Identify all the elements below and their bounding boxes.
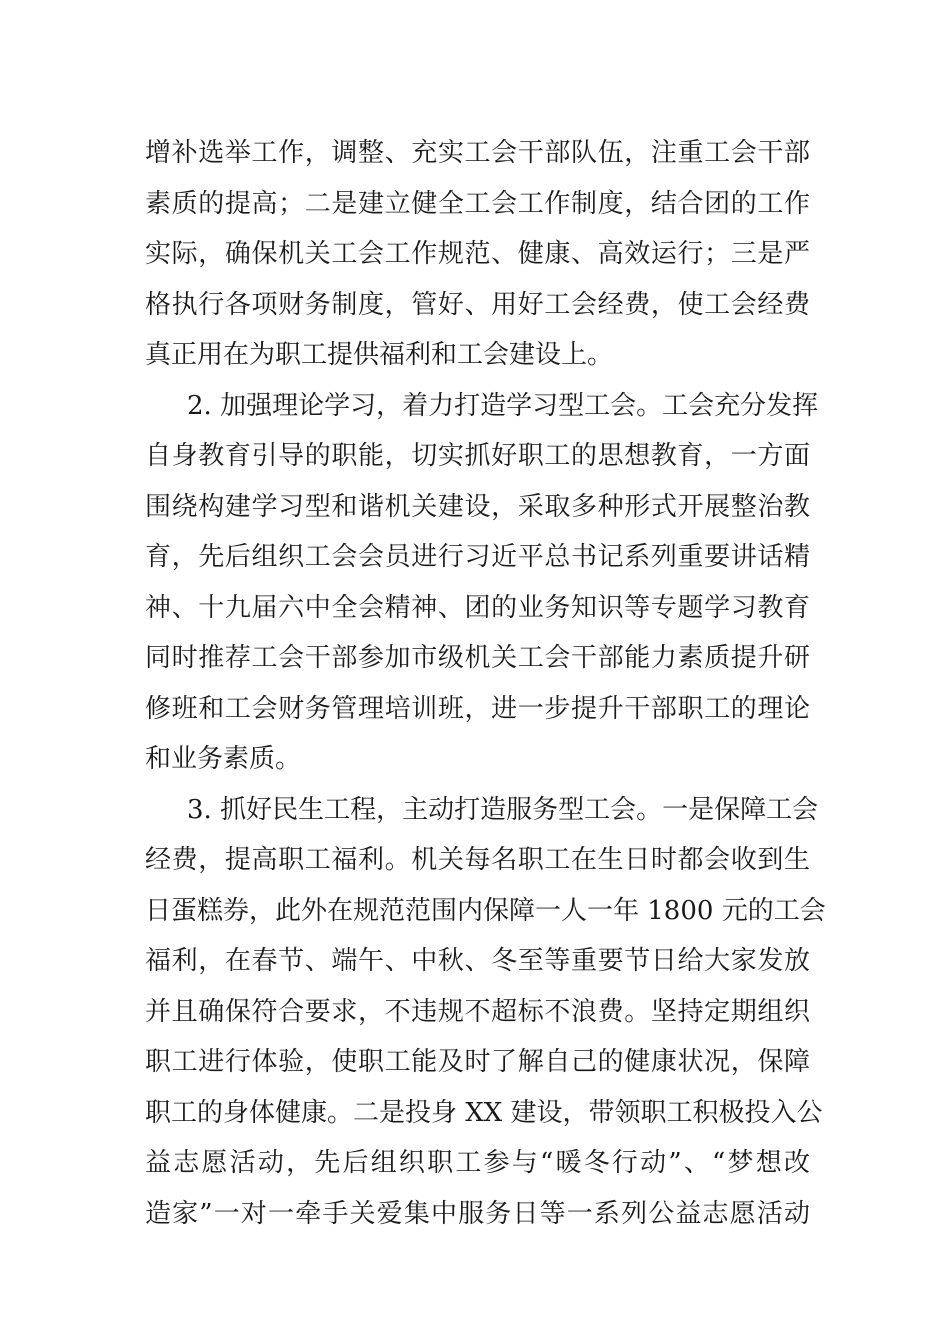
text-line: 格执行各项财务制度，管好、用好工会经费，使工会经费 — [145, 289, 810, 320]
text-line: 职工的身体健康。二是投身 XX 建设，带领职工积极投入公 — [145, 1097, 823, 1128]
text-line: 经费，提高职工福利。机关每名职工在生日时都会收到生 — [145, 845, 810, 875]
text-line: 自身教育引导的职能，切实抓好职工的思想教育，一方面 — [145, 441, 810, 471]
text-line: 并且确保符合要求，不违规不超标不浪费。坚持定期组织 — [145, 996, 810, 1027]
text-line: 围绕构建学习型和谐机关建设，采取多种形式开展整治教 — [145, 491, 810, 522]
text-line: 真正用在为职工提供福利和工会建设上。 — [145, 340, 614, 370]
text-line: 增补选举工作，调整、充实工会干部队伍，注重工会干部 — [145, 138, 810, 168]
section-heading-line: 2. 加强理论学习，着力打造学习型工会。工会充分发挥 — [187, 390, 819, 421]
text-line: 福利，在春节、端午、中秋、冬至等重要节日给大家发放 — [145, 946, 810, 976]
text-line: 实际，确保机关工会工作规范、健康、高效运行；三是严 — [145, 239, 810, 269]
text-line: 日蛋糕券，此外在规范范围内保障一人一年 1800 元的工会 — [145, 895, 826, 926]
text-line: 育，先后组织工会会员进行习近平总书记系列重要讲话精 — [145, 542, 810, 572]
body-text — [145, 128, 826, 1239]
text-line: 修班和工会财务管理培训班，进一步提升干部职工的理论 — [145, 693, 810, 724]
text-line: 职工进行体验，使职工能及时了解自己的健康状况，保障 — [145, 1047, 810, 1077]
text-line: 神、十九届六中全会精神、团的业务知识等专题学习教育 — [145, 592, 810, 623]
section-heading-line: 3. 抓好民生工程，主动打造服务型工会。一是保障工会 — [187, 794, 819, 825]
text-line: 和业务素质。 — [145, 744, 302, 774]
text-line: 同时推荐工会干部参加市级机关工会干部能力素质提升研 — [145, 643, 810, 673]
text-line: 素质的提高；二是建立健全工会工作制度，结合团的工作 — [145, 188, 810, 219]
text-line: 益志愿活动，先后组织职工参与“暖冬行动”、“梦想改 — [145, 1148, 810, 1178]
text-line: 造家”一对一牵手关爱集中服务日等一系列公益志愿活动 — [145, 1198, 810, 1229]
